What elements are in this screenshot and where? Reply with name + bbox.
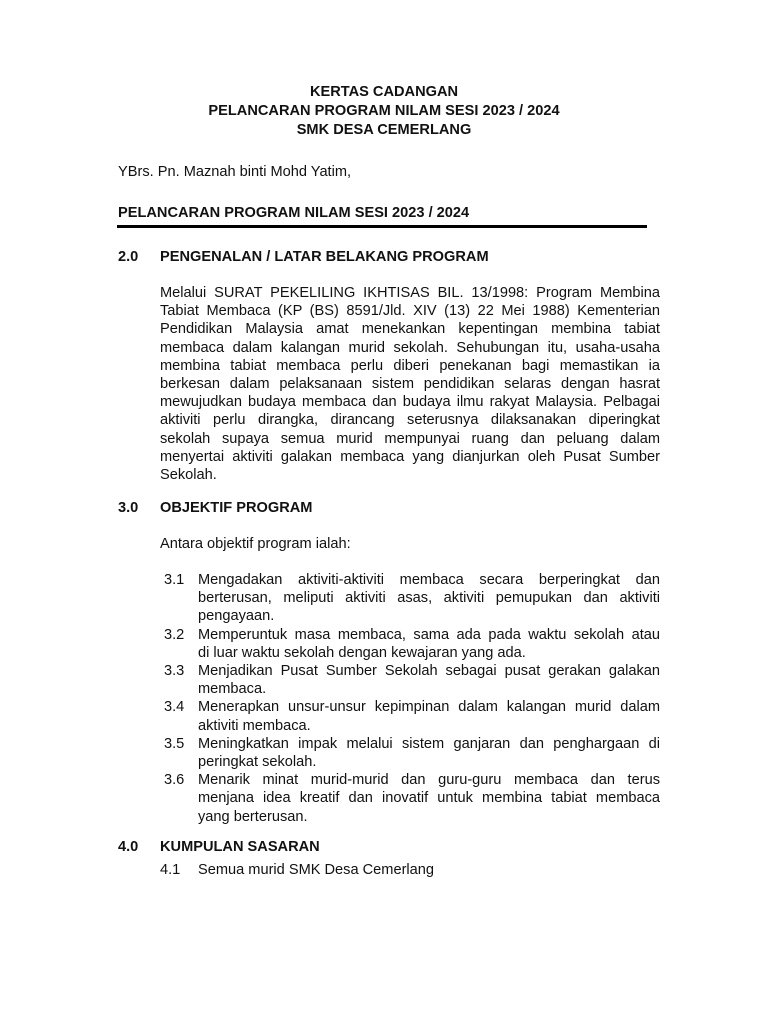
objective-number: 3.2 — [164, 626, 185, 643]
section-3-heading — [118, 499, 312, 517]
section-2-heading — [118, 248, 489, 266]
objective-line: peringkat sekolah. — [198, 754, 317, 771]
objective-number: 3.4 — [164, 699, 185, 716]
objective-item — [164, 698, 660, 734]
main-heading: PELANCARAN PROGRAM NILAM SESI 2023 / 2024 — [118, 205, 470, 221]
objective-line: yang berterusan. — [198, 808, 308, 825]
section-4-number: 4.0 — [118, 839, 139, 855]
objective-line: pengayaan. — [198, 608, 275, 625]
paragraph-line: Sekolah. — [160, 467, 217, 484]
title-line-2: PELANCARAN PROGRAM NILAM SESI 2023 / 2024 — [208, 103, 560, 119]
objective-item — [164, 662, 660, 698]
target-group-text: Semua murid SMK Desa Cemerlang — [198, 862, 435, 878]
section-4-title: KUMPULAN SASARAN — [160, 839, 320, 855]
paragraph-line: Pendidikan Malaysia amat menekankan kepentingan membina tabiat — [160, 321, 660, 338]
section-3-intro: Antara objektif program ialah: — [160, 536, 351, 552]
target-group-item — [160, 861, 434, 879]
title-line-1: KERTAS CADANGAN — [309, 84, 459, 100]
objective-number: 3.6 — [164, 772, 185, 789]
objective-line: Menerapkan unsur-unsur kepimpinan dalam kalangan murid dalam — [198, 699, 660, 716]
objective-item — [164, 626, 660, 662]
objective-line: Meningkatkan impak melalui sistem ganjaran dan penghargaan di — [198, 735, 660, 752]
paragraph-line: menyertai aktiviti galakan membaca yang dianjurkan oleh Pusat Sumber — [160, 448, 660, 465]
objective-number: 3.1 — [164, 572, 185, 588]
section-2-paragraph — [160, 284, 660, 484]
objective-line: aktiviti membaca. — [198, 717, 311, 734]
paragraph-line: membaca dalam kalangan murid sekolah. Sehubungan itu, usaha-usaha — [160, 339, 660, 356]
objective-item — [164, 771, 660, 826]
paragraph-line: Tabiat Membaca (KP (BS) 8591/Jld. XIV (13) 22 Mei 1988) Kementerian — [160, 303, 660, 320]
target-group-number: 4.1 — [160, 862, 181, 878]
paragraph-line: berkesan dalam pelaksanaan sistem pendidikan selaras dengan hasrat — [160, 376, 660, 393]
paragraph-line: aktiviti perlu dirangka, dirancang seterusnya dilaksanakan diperingkat — [160, 412, 660, 429]
paragraph-line: membina tabiat membaca perlu diberi penekanan bagi memastikan ia — [160, 357, 660, 374]
objective-list — [164, 571, 660, 826]
paragraph-line: sekolah supaya semua murid mempunyai ruang dan peluang dalam — [160, 430, 660, 447]
objective-line: Memperuntuk masa membaca, sama ada pada waktu sekolah atau — [198, 626, 660, 643]
objective-line: berterusan, meliputi aktiviti asas, aktiviti pemupukan dan aktiviti — [198, 590, 660, 607]
objective-line: Menarik minat murid-murid dan guru-guru membaca dan terus — [198, 772, 660, 789]
document-title-block — [0, 83, 768, 140]
objective-number: 3.3 — [164, 663, 185, 680]
section-2-number: 2.0 — [118, 249, 139, 265]
section-2-title: PENGENALAN / LATAR BELAKANG PROGRAM — [160, 249, 489, 265]
paragraph-line: Melalui SURAT PEKELILING IKHTISAS BIL. 13/1998: Program Membina — [160, 285, 660, 301]
objective-number: 3.5 — [164, 735, 185, 752]
objective-line: Menjadikan Pusat Sumber Sekolah sebagai pusat gerakan galakan — [198, 663, 660, 680]
section-3-number: 3.0 — [118, 500, 139, 516]
objective-line: Mengadakan aktiviti-aktiviti membaca secara berperingkat dan — [198, 572, 660, 588]
title-line-3: SMK DESA CEMERLANG — [296, 122, 472, 138]
heading-underline-rule — [117, 225, 647, 228]
paragraph-line: mewujudkan budaya membaca dan budaya ilmu rakyat Malaysia. Pelbagai — [160, 394, 660, 411]
objective-item — [164, 735, 660, 771]
objective-item — [164, 571, 660, 626]
objective-line: membaca. — [198, 681, 267, 698]
objective-line: menjana idea kreatif dan inovatif untuk membina tabiat membaca — [198, 790, 660, 807]
section-4-heading — [118, 838, 320, 856]
section-3-title: OBJEKTIF PROGRAM — [160, 500, 313, 516]
objective-line: di luar waktu sekolah dengan kewajaran yang ada. — [198, 644, 526, 661]
salutation: YBrs. Pn. Maznah binti Mohd Yatim, — [118, 164, 352, 180]
